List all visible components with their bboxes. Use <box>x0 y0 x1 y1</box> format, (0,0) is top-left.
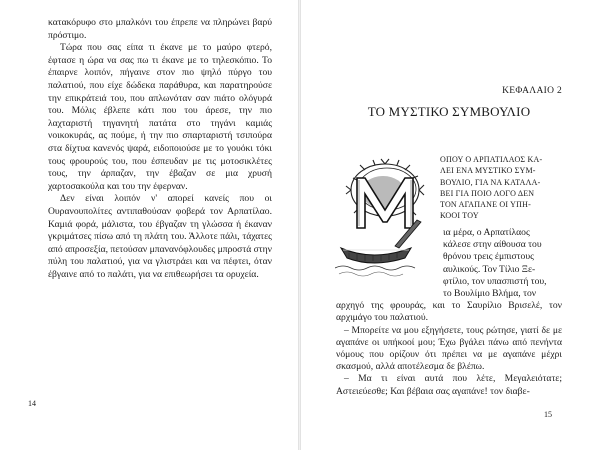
chapter-body <box>336 227 562 398</box>
chapter-title: ΤΟ ΜΥΣΤΙΚΟ ΣΥΜΒΟΥΛΙΟ <box>367 104 531 119</box>
page-number-left: 14 <box>28 399 36 408</box>
summary-line: ΒΕΙ ΓΙΑ ΠΟΙΟ ΛΟΓΟ ΔΕΝ <box>440 188 535 198</box>
wrapped-line: ια μέρα, ο Αρπατίλαος <box>443 227 530 238</box>
page-number-right: 15 <box>544 410 552 419</box>
right-page <box>300 0 600 450</box>
summary-line: ΟΠΟΥ Ο ΑΡΠΑΤΙΛΑΟΣ ΚΑ- <box>440 155 543 164</box>
paragraph: αρχηγό της φρουράς, και το Σαυρίλιο Βρισελέ, τον αρχιμάγο του παλατιού. <box>336 300 562 324</box>
paragraph: κατακόρυφο στο μπαλκόνι του έπρεπε να πληρώνει βαρύ πρόστιμο. <box>48 17 272 41</box>
wrapped-line: φτίλιο, τον υπασπιστή του, <box>443 275 547 287</box>
summary-line: ΤΟΝ ΑΓΑΠΑΝΕ ΟΙ ΥΠΗ- <box>440 200 531 210</box>
wrapped-line: θρόνου τρεις έμπιστους <box>443 251 534 263</box>
wrapped-line: κάλεσε στην αίθουσα του <box>443 239 542 251</box>
paragraph: Τώρα που σας είπα τι έκανε με το μαύρο φτερό, έφτασε η ώρα να σας πω τι έκανε με το τηλεσκόπιο. Το έπαιρνε λοιπόν, πήγαινε στον πιο ψηλό πύργο του παλατιού, που είχε δώδεκα παράθυρα, και παρατηρούσε την επικράτειά του, που απλωνόταν σαν πιάτο ολόγυρά του. Μόλις έβλεπε κάτι που του άρεσε, την πιο λαχταριστή τηγανητή πατάτα στο τηγάνι καμιάς νοικοκυράς, ας πούμε, ή την πιο σπαρταριστή τσιπούρα στα δίχτυα κανενός ψαρά, ειδοποιούσε με το γουόκι τόκι τους φρουρούς του, που έσπευδαν με τις μοτοσικλέτες τους, την άρπαζαν, την έβαζαν σε μια χρυσή χαρτοσακούλα και του την έφερναν. <box>48 42 272 192</box>
summary-line: ΚΟΟΙ ΤΟΥ <box>440 211 479 221</box>
chapter-summary <box>440 154 550 222</box>
summary-line: ΛΕΙ ΕΝΑ ΜΥΣΤΙΚΟ ΣΥΜ- <box>440 166 536 176</box>
dialogue-line: – Μπορείτε να μου εξηγήσετε, τους ρώτησε, γιατί δε με αγαπάνε οι υπήκοοί μου; Έχω βγάλει πάνω από πενήντα νόμους που ορίζουν ότι πρέπει να με αγαπάνε μέχρι σκασμού, αλλά αποτέλεσμα δε βλέπω. <box>336 324 562 373</box>
chapter-label: ΚΕΦΑΛΑΙΟ 2 <box>502 86 562 96</box>
summary-line: ΒΟΥΛΙΟ, ΓΙΑ ΝΑ ΚΑΤΑΛΑ- <box>440 177 541 187</box>
wrapped-line: το Βουλίμιο Βλήμα, τον <box>443 288 537 300</box>
wrapped-line: αυλικούς. Τον Τίλιο Ξε- <box>443 263 536 275</box>
dialogue-line: – Μα τι είναι αυτά που λέτε, Μεγαλειότατε; Αστειεύεσθε; Και βέβαια σας αγαπάνε! τον διαβε- <box>336 373 562 397</box>
paragraph: Δεν είναι λοιπόν ν' απορεί κανείς που οι Ουρανουπολίτες αντιπαθούσαν φοβερά τον Αρπατίλαο. Καμιά φορά, μάλιστα, του έβγαζαν τη γλώσσα ή έκαναν γκριμάτσες πίσω από τη πλάτη του. Άλλοτε πάλι, τάχατες από απροσεξία, πετούσαν μπανανόφλουδες μπροστά στην πύλη του παλατιού, για να γλιστράει και να πέφτει, όταν έβγαινε από το παλάτι, για να επιθεωρήσει τα ορυχεία. <box>48 193 273 280</box>
left-page-text <box>48 17 272 281</box>
